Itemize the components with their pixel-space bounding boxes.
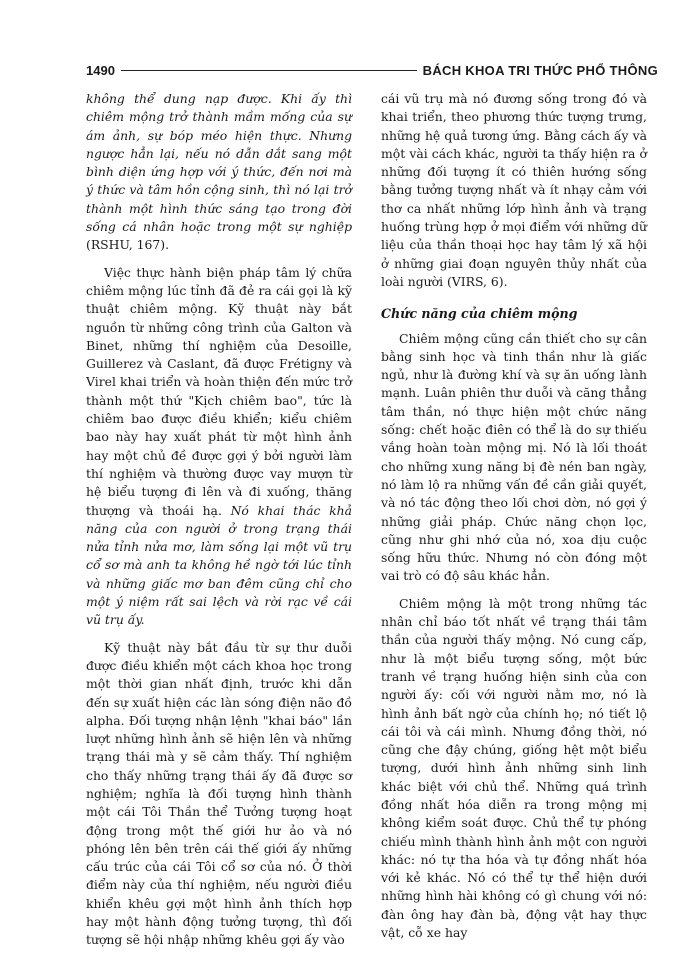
quote-paragraph bbox=[86, 90, 352, 255]
running-title: BÁCH KHOA TRI THỨC PHỔ THÔNG bbox=[422, 62, 658, 78]
paragraph-continuation: cái vũ trụ mà nó đương sống trong đó và khai triển, theo phương thức tượng trưng, những hệ quả tương ứng. Bằng cách ấy và một vài cách khác, người ta thấy hiện ra ở những đối tượng ít có thiên hướng sống bằng tưởng tượng nhất và ít nhạy cảm với thơ ca nhất những lớp hình ảnh và trạng huống trùng hợp ở mọi điểm với những dữ liệu của thần thoại học hay tâm lý xã hội ở những giai đoạn nguyên thủy nhất của loài người (VIRS, 6). bbox=[381, 91, 647, 289]
paragraph-technique-italic: Nó khai thác khả năng của con người ở trong trạng thái nửa tỉnh nửa mơ, làm sống lại một vũ trụ cổ sơ mà anh ta không hề ngờ tới lúc tỉnh và những giấc mơ ban đêm cũng chỉ cho một ý niệm rất sai lệch và rời rạc về cái vũ trụ ấy. bbox=[86, 502, 353, 628]
left-column bbox=[86, 90, 352, 959]
paragraph-indicator: Chiêm mộng là một trong những tác nhân chỉ báo tốt nhất về trạng thái tâm thần của người thấy mộng. Nó cung cấp, như là một biểu tượng sống, một bức tranh về trạng huống hiện sinh của con người ấy: cối với người nằm mơ, nó là hình ảnh bất ngờ của chính họ; nó tiết lộ cái tôi và cái mình. Nhưng đồng thời, nó cũng che đậy chúng, giống hệt một biểu tượng, dưới hình ảnh những sinh linh khác biệt với chủ thể. Những quá trình đồng nhất hóa diễn ra trong mộng mị không kiểm soát được. Chủ thể tự phóng chiếu mình thành hình ảnh một con người khác: nó tự tha hóa và tự đồng nhất hóa với kẻ khác. Nó có thể tự thể hiện dưới những hình hài không có gì chung với nó: đàn ông hay đàn bà, động vật hay thực vật, cỗ xe hay bbox=[381, 595, 647, 941]
page-header bbox=[86, 60, 658, 80]
page-number: 1490 bbox=[86, 62, 115, 78]
quote-citation: (RSHU, 167). bbox=[86, 237, 170, 253]
quote-italic-text: không thể dung nạp được. Khi ấy thì chiêm mộng trở thành mầm mống của sự ám ảnh, sự bóp méo hiện thực. Nhưng ngược hẳn lại, nếu nó dẫn dắt sang một bình diện ứng hợp với ý thức, đến nơi mà ý thức và tâm hồn cộng sinh, thì nó lại trở thành một hình thức sáng tạo trong đời sống cá nhân hoặc trong một sự nghiệp bbox=[86, 91, 352, 235]
paragraph-technique-text: Việc thực hành biện pháp tâm lý chữa chiêm mộng lúc tỉnh đã đẻ ra cái gọi là kỹ thuật chiêm mộng. Kỹ thuật này bắt nguồn từ những công trình của Galton và Binet, những thí nghiệm của Desoille, Guillerez và Caslant, đã được Frétigny và Virel khai triển và hoàn thiện đến mức trở thành một thứ "Kịch chiêm bao", tức là chiêm bao được điều khiển; kiểu chiêm bao này hay xuất phát từ một hình ảnh hay một chủ đề được gợi ý bởi người làm thí nghiệm và thường được vay mượn từ hệ biểu tượng đi lên và đi xuống, thăng thượng và thoái hạ. bbox=[86, 264, 352, 518]
paragraph-technique bbox=[86, 264, 352, 630]
paragraph-balance: Chiêm mộng cũng cần thiết cho sự cân bằng sinh học và tinh thần như là giấc ngủ, như là đường khí và sự ăn uống lành mạnh. Luân phiên thư duỗi và căng thẳng tâm thần, nó thực hiện một chức năng sống: chết hoặc điên có thể là do sự thiếu vắng hoàn toàn mộng mị. Nó là lối thoát cho những xung năng bị đè nén ban ngày, nó làm lộ ra những vấn đề cần giải quyết, và nó tác động theo lối chơi dờn, nó gợi ý những giải pháp. Chức năng chọn lọc, cũng như ghi nhớ của nó, xoa dịu cuộc sống hữu thức. Nhưng nó còn đóng một vai trò có độ sâu khác hẳn. bbox=[381, 330, 647, 584]
right-column bbox=[381, 90, 647, 951]
header-rule bbox=[121, 70, 417, 71]
section-heading: Chức năng của chiêm mộng bbox=[381, 306, 578, 322]
paragraph-relaxation: Kỹ thuật này bắt đầu từ sự thư duỗi được điều khiển một cách khoa học trong một thời gian nhất định, trước khi dẫn đến sự xuất hiện các làn sóng điện não đồ alpha. Đối tượng nhận lệnh "khai báo" lần lượt những hình ảnh sẽ hiện lên và những trạng thái mà y sẽ cảm thấy. Thí nghiệm cho thấy những trạng thái ấy đã được sơ nghiệm; nghĩa là đối tượng hình thành một cái Tôi Thần thể Tưởng tượng hoạt động trong một thế giới hư ảo và nó phóng lên bên trên cái thế giới ấy những cấu trúc của cái Tôi cổ sơ của nó. Ở thời điểm này của thí nghiệm, nếu người điều khiển khêu gợi một hình ảnh thích hợp hay một hành động tưởng tượng, thì đối tượng sẽ hội nhập những khêu gợi ấy vào bbox=[86, 639, 352, 948]
